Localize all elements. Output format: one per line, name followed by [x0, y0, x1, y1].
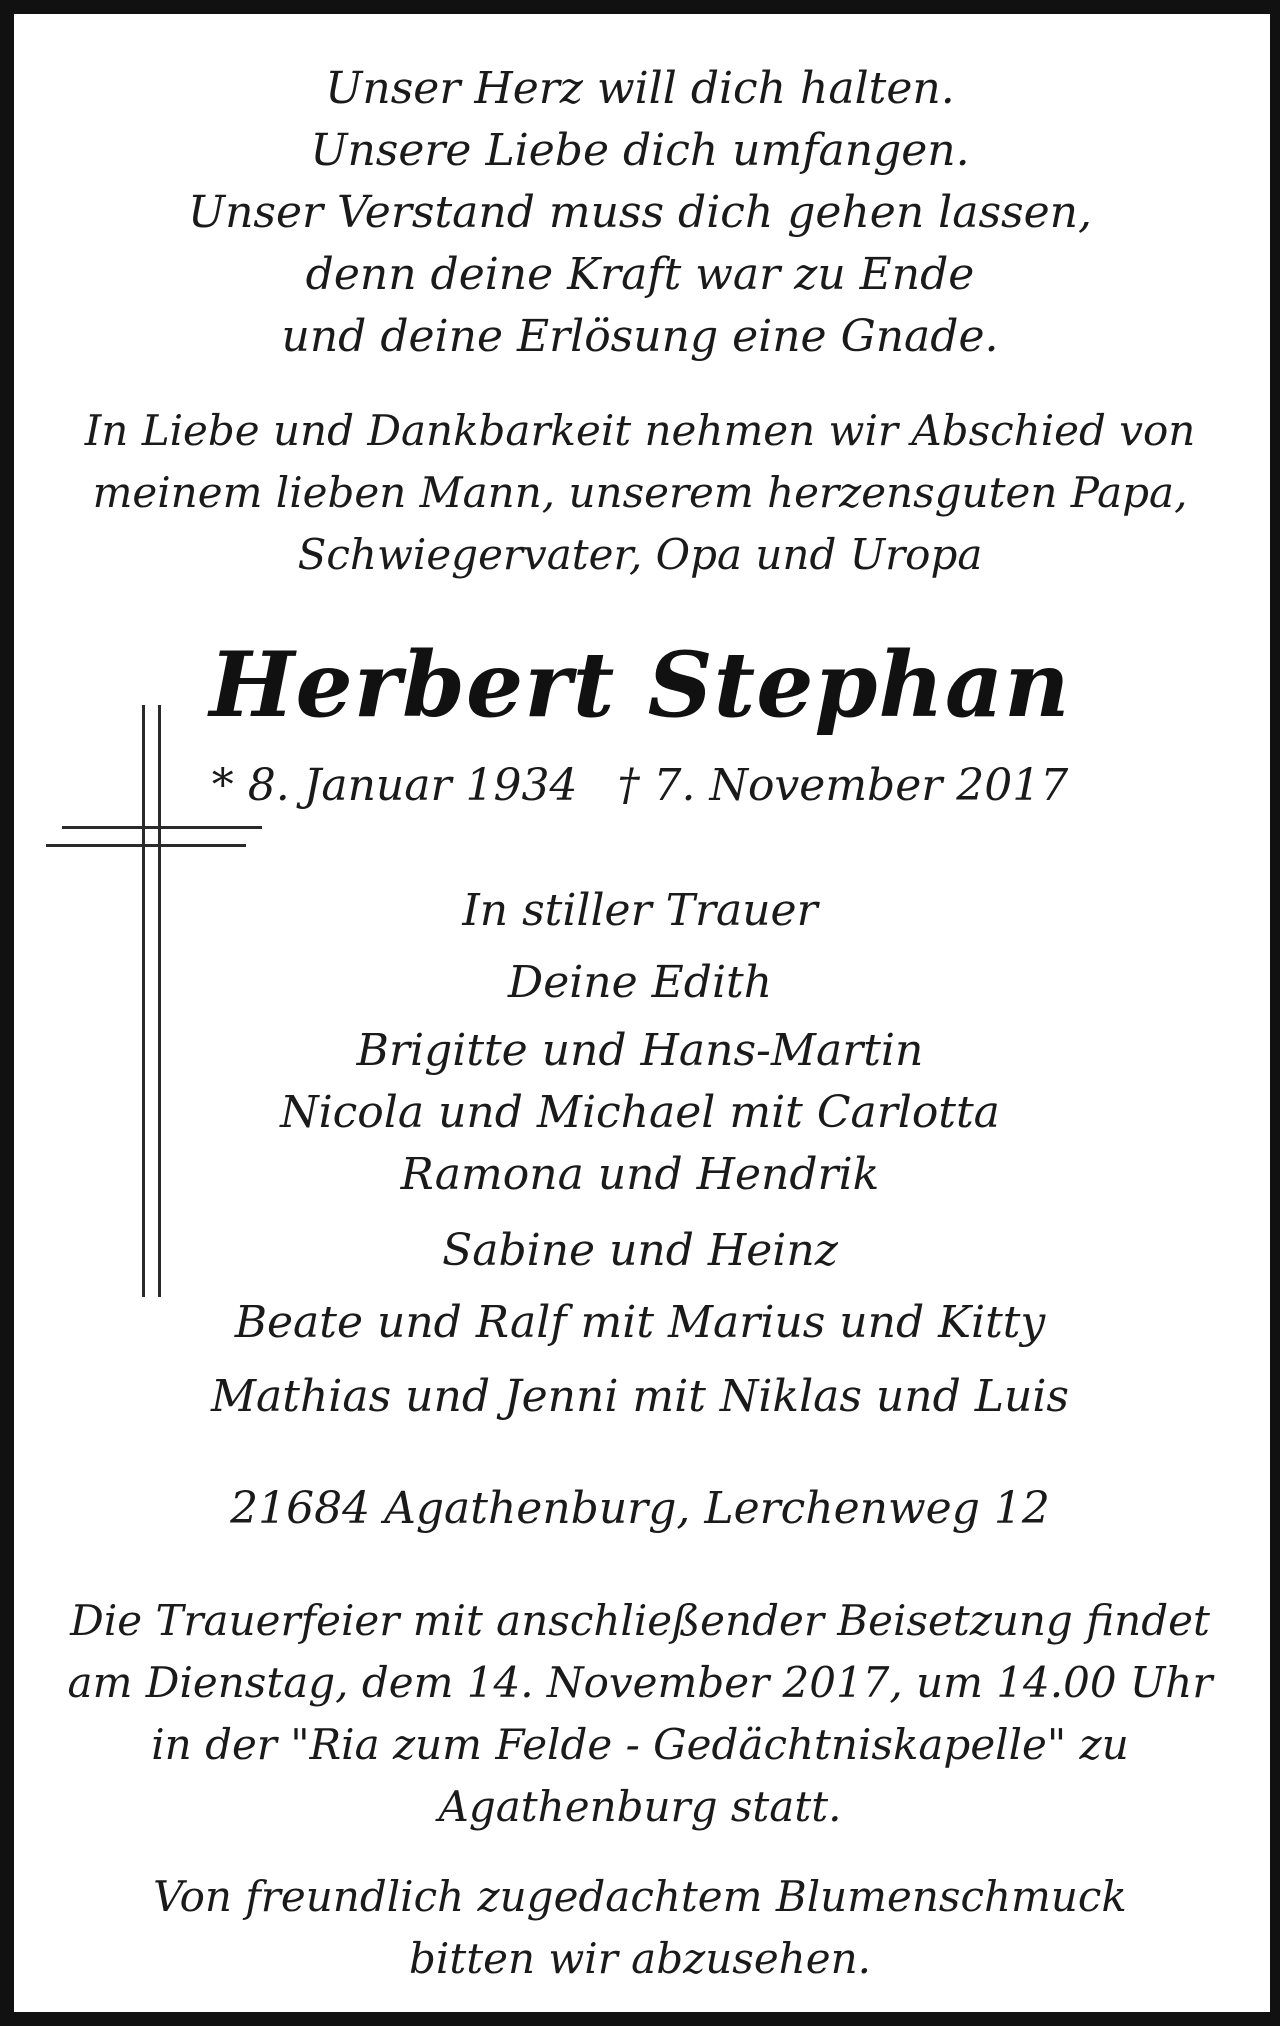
- poem-line-5: und deine Erlösung eine Gnade.: [281, 311, 999, 362]
- birth-date: * 8. Januar 1934: [211, 760, 578, 811]
- mourner-line-3: Brigitte und Hans-Martin: [356, 1025, 924, 1076]
- mourner-line-1: In stiller Trauer: [462, 885, 818, 936]
- mourner-line-5: Ramona und Hendrik: [400, 1149, 880, 1200]
- intro-line-1: In Liebe und Dankbarkeit nehmen wir Abschied von: [84, 406, 1196, 455]
- life-dates: [0, 755, 1280, 817]
- poem-line-1: Unser Herz will dich halten.: [325, 63, 955, 114]
- mourner-line-4: Nicola und Michael mit Carlotta: [280, 1087, 1000, 1138]
- intro-line-2: meinem lieben Mann, unserem herzensguten Papa,: [92, 468, 1188, 517]
- ceremony-line-2: am Dienstag, dem 14. November 2017, um 14.00 Uhr: [67, 1658, 1213, 1707]
- ceremony-line-3: in der "Ria zum Felde - Gedächtniskapelle" zu: [151, 1720, 1129, 1769]
- ceremony-line-1: Die Trauerfeier mit anschließender Beisetzung findet: [70, 1596, 1210, 1645]
- flowers-note-line-1: Von freundlich zugedachtem Blumenschmuck: [153, 1872, 1127, 1921]
- poem-line-4: denn deine Kraft war zu Ende: [305, 249, 975, 300]
- mourner-line-8: Mathias und Jenni mit Niklas und Luis: [210, 1371, 1070, 1422]
- mourner-line-6: Sabine und Heinz: [442, 1225, 838, 1276]
- flowers-note-line-2: bitten wir abzusehen.: [409, 1934, 871, 1983]
- mourner-line-7: Beate und Ralf mit Marius und Kitty: [234, 1297, 1046, 1348]
- poem-line-2: Unsere Liebe dich umfangen.: [310, 125, 970, 176]
- deceased-name: Herbert Stephan: [209, 632, 1071, 738]
- intro-line-3: Schwiegervater, Opa und Uropa: [297, 530, 983, 579]
- death-date: † 7. November 2017: [617, 760, 1069, 811]
- poem-line-3: Unser Verstand muss dich gehen lassen,: [188, 187, 1092, 238]
- ceremony-line-4: Agathenburg statt.: [438, 1782, 842, 1831]
- address: 21684 Agathenburg, Lerchenweg 12: [230, 1483, 1050, 1534]
- mourner-line-2: Deine Edith: [507, 957, 773, 1008]
